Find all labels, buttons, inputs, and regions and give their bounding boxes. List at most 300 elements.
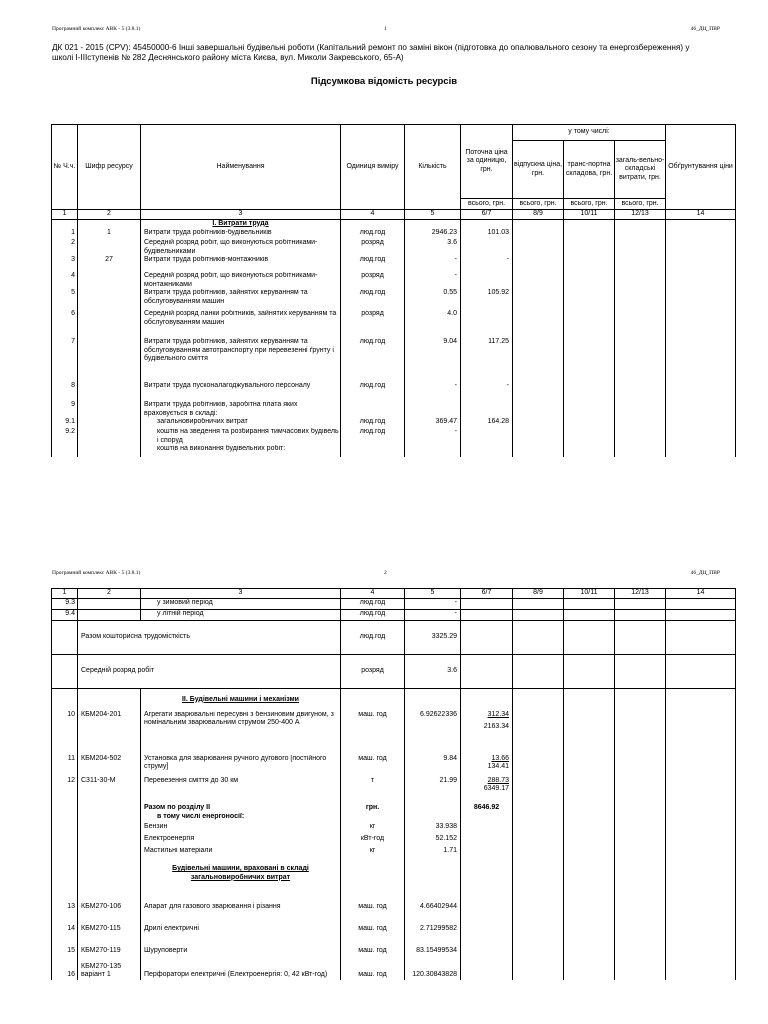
empty-cell — [461, 835, 513, 847]
row-number: 5 — [52, 289, 78, 310]
quantity: 9.84 — [405, 755, 461, 777]
col-number: 6/7 — [461, 589, 513, 599]
empty-cell — [461, 813, 513, 823]
resource-code: 1 — [78, 229, 141, 239]
resource-name: коштів на зведення та розбирання тимчасових будівель і споруд — [141, 428, 341, 445]
empty-cell — [52, 799, 78, 813]
empty-cell — [405, 813, 461, 823]
empty-cell — [615, 610, 666, 621]
col-number: 10/11 — [564, 589, 615, 599]
empty-cell — [513, 428, 564, 445]
empty-cell — [615, 338, 666, 382]
empty-cell — [513, 599, 564, 610]
machine-row — [52, 711, 736, 755]
col-number: 2 — [78, 589, 141, 599]
unit-price — [461, 310, 513, 338]
empty-cell — [564, 823, 615, 835]
resource-name: Витрати труда робітників, зайнятих керуванням та обслуговуванням автотранспорту при перевезенні ґрунту і будівельного сміття — [141, 338, 341, 382]
empty-cell — [666, 239, 736, 256]
quantity: 3325.29 — [405, 621, 461, 655]
project-description: ДК 021 - 2015 (CPV): 45450000-6 Інші завершальні будівельні роботи (Капітальний ремонт по заміні вікон (підготовка до опалювального сезону та енергозбереження) у школі І-ІІІступенів № 282 Деснянського району міста Києва, вул. Миколи Закревського, 65-А) — [52, 43, 690, 62]
unit: маш. год — [341, 912, 405, 934]
col-unit-header: Одиниця виміру — [341, 125, 405, 210]
empty-cell — [52, 621, 78, 655]
empty-cell — [615, 711, 666, 755]
empty-cell — [615, 272, 666, 289]
col-transport-header: транс-портна складова, грн. — [564, 141, 615, 199]
empty-cell — [513, 777, 564, 799]
program-label: Програмний комплекс АВК - 5 (3.8.1) — [52, 570, 141, 576]
row-number: 14 — [52, 912, 78, 934]
empty-cell — [615, 813, 666, 823]
empty-cell — [564, 418, 615, 428]
table-row — [52, 610, 736, 621]
total-cost: 134.41 — [487, 763, 509, 770]
empty-cell — [513, 934, 564, 956]
empty-cell — [513, 229, 564, 239]
empty-cell — [666, 655, 736, 689]
unit: кВт-год — [341, 835, 405, 847]
empty-cell — [666, 310, 736, 338]
col-number: 1 — [52, 210, 78, 220]
empty-cell — [513, 310, 564, 338]
empty-cell — [513, 689, 564, 711]
empty-cell — [461, 599, 513, 610]
empty-cell — [666, 889, 736, 912]
empty-cell — [666, 934, 736, 956]
table-row — [52, 310, 736, 338]
empty-cell — [52, 689, 78, 711]
table-row — [52, 272, 736, 289]
section-row — [52, 689, 736, 711]
empty-cell — [564, 799, 615, 813]
empty-cell — [615, 382, 666, 401]
empty-cell — [341, 859, 405, 889]
empty-cell — [341, 813, 405, 823]
col-number: 1 — [52, 589, 78, 599]
resource-name: Перфоратори електричні (Електроенергія: 0, 42 кВт-год) — [141, 956, 341, 980]
overhead-machine-row — [52, 912, 736, 934]
unit-price — [461, 239, 513, 256]
col-number: 4 — [341, 589, 405, 599]
empty-cell — [564, 755, 615, 777]
empty-cell — [666, 229, 736, 239]
empty-cell — [615, 445, 666, 457]
table-row — [52, 239, 736, 256]
empty-cell — [666, 219, 736, 229]
unit: розряд — [341, 239, 405, 256]
empty-cell — [666, 689, 736, 711]
empty-cell — [78, 813, 141, 823]
row-number: 9.3 — [52, 599, 78, 610]
resource-code — [78, 239, 141, 256]
empty-cell — [78, 610, 141, 621]
price-and-sum — [461, 777, 513, 799]
empty-cell — [52, 219, 78, 229]
empty-cell — [564, 272, 615, 289]
unit — [341, 401, 405, 418]
unit: люд.год — [341, 382, 405, 401]
empty-cell — [78, 799, 141, 813]
empty-cell — [52, 813, 78, 823]
quantity: - — [405, 272, 461, 289]
empty-cell — [564, 338, 615, 382]
resource-name: Витрати труда робітників, заробітна плата яких враховується в складі: — [141, 401, 341, 418]
table-row — [52, 229, 736, 239]
col-number: 10/11 — [564, 210, 615, 220]
col-incl-header: у тому числі: — [513, 125, 666, 141]
col-total-header: всього, грн. — [461, 199, 513, 210]
col-number: 12/13 — [615, 589, 666, 599]
empty-cell — [615, 599, 666, 610]
empty-cell — [666, 599, 736, 610]
empty-cell — [615, 777, 666, 799]
col-price-header: Поточна ціна за одиницю, грн. — [461, 125, 513, 199]
table-row — [52, 445, 736, 457]
empty-cell — [78, 689, 141, 711]
col-justify-header: Обґрунтування ціни — [666, 125, 736, 210]
empty-cell — [513, 338, 564, 382]
empty-cell — [513, 847, 564, 859]
empty-cell — [513, 835, 564, 847]
row-number: 2 — [52, 239, 78, 256]
empty-cell — [564, 239, 615, 256]
quantity — [405, 401, 461, 418]
empty-cell — [78, 219, 141, 229]
empty-cell — [615, 256, 666, 272]
resource-code: КБМ270-135 варіант 1 — [78, 956, 141, 980]
section-total-label: Разом по розділу ІІ — [141, 799, 341, 813]
col-qty-header: Кількість — [405, 125, 461, 210]
document-code: 46_ДЦ_ПВР — [690, 26, 720, 32]
document-title: Підсумкова відомість ресурсів — [310, 76, 458, 87]
unit: кг — [341, 823, 405, 835]
unit: грн. — [341, 799, 405, 813]
quantity: 21.99 — [405, 777, 461, 799]
row-number: 6 — [52, 310, 78, 338]
empty-cell — [564, 256, 615, 272]
empty-cell — [564, 621, 615, 655]
unit: люд.год — [341, 256, 405, 272]
row-number: 16 — [52, 956, 78, 980]
row-number: 4 — [52, 272, 78, 289]
col-number: 8/9 — [513, 589, 564, 599]
empty-cell — [513, 401, 564, 418]
row-number: 9.1 — [52, 418, 78, 428]
quantity: 33.938 — [405, 823, 461, 835]
subsection-row — [52, 859, 736, 889]
table-row — [52, 338, 736, 382]
resource-code: КБМ270-106 — [78, 889, 141, 912]
empty-cell — [513, 272, 564, 289]
empty-cell — [513, 859, 564, 889]
unit-price: 117.25 — [461, 338, 513, 382]
table-body — [52, 599, 736, 689]
machine-row — [52, 777, 736, 799]
energy-row — [52, 823, 736, 835]
energy-row — [52, 847, 736, 859]
section-title: І. Витрати труда — [141, 219, 341, 229]
col-number: 14 — [666, 210, 736, 220]
col-number: 6/7 — [461, 210, 513, 220]
unit: розряд — [341, 272, 405, 289]
unit: люд.год — [341, 599, 405, 610]
empty-cell — [666, 382, 736, 401]
empty-cell — [615, 956, 666, 980]
unit — [341, 445, 405, 457]
empty-cell — [615, 859, 666, 889]
empty-cell — [461, 912, 513, 934]
empty-cell — [666, 835, 736, 847]
empty-cell — [564, 835, 615, 847]
empty-cell — [461, 219, 513, 229]
empty-cell — [666, 956, 736, 980]
empty-cell — [666, 621, 736, 655]
resource-code — [78, 401, 141, 418]
unit-price: - — [461, 382, 513, 401]
total-labor-label: Разом кошторисна трудомісткість — [78, 621, 341, 655]
empty-cell — [52, 655, 78, 689]
empty-cell — [461, 934, 513, 956]
section-total-value: 8646.92 — [461, 799, 513, 813]
empty-cell — [341, 689, 405, 711]
empty-cell — [513, 823, 564, 835]
program-label: Програмний комплекс АВК - 5 (3.8.1) — [52, 26, 141, 32]
total-cost: 2163.34 — [483, 723, 509, 730]
quantity: 6.92622336 — [405, 711, 461, 755]
empty-cell — [615, 229, 666, 239]
overhead-machine-row — [52, 889, 736, 912]
subsection-title: Будівельні машини, враховані в складі загальновиробничих витрат — [141, 859, 341, 889]
energy-name: Бензин — [141, 823, 341, 835]
resource-name: коштів на виконання будівельних робіт: — [141, 445, 341, 457]
empty-cell — [615, 418, 666, 428]
empty-cell — [564, 912, 615, 934]
resource-name: Апарат для газового зварювання і різання — [141, 889, 341, 912]
row-number: 9.4 — [52, 610, 78, 621]
resource-name: Перевезення сміття до 30 км — [141, 777, 341, 799]
avg-rank-row — [52, 655, 736, 689]
resource-code — [78, 445, 141, 457]
unit-price — [461, 272, 513, 289]
section-title: ІІ. Будівельні машини і механізми — [141, 689, 341, 711]
empty-cell — [564, 401, 615, 418]
empty-cell — [564, 599, 615, 610]
empty-cell — [405, 219, 461, 229]
unit: маш. год — [341, 934, 405, 956]
unit: маш. год — [341, 711, 405, 755]
energy-name: Електроенергія — [141, 835, 341, 847]
empty-cell — [615, 219, 666, 229]
empty-cell — [564, 428, 615, 445]
col-name-header: Найменування — [141, 125, 341, 210]
empty-cell — [615, 799, 666, 813]
quantity: 83.15499534 — [405, 934, 461, 956]
energy-name: Мастильні матеріали — [141, 847, 341, 859]
empty-cell — [666, 711, 736, 755]
empty-cell — [513, 621, 564, 655]
section-row — [52, 219, 736, 229]
quantity: - — [405, 599, 461, 610]
empty-cell — [513, 813, 564, 823]
col-number: 3 — [141, 589, 341, 599]
empty-cell — [513, 912, 564, 934]
quantity: 3.6 — [405, 655, 461, 689]
empty-cell — [564, 310, 615, 338]
empty-cell — [52, 847, 78, 859]
resource-code — [78, 310, 141, 338]
empty-cell — [666, 256, 736, 272]
unit-price: 105.92 — [461, 289, 513, 310]
resource-code: 27 — [78, 256, 141, 272]
row-number: 13 — [52, 889, 78, 912]
unit: люд.год — [341, 229, 405, 239]
row-number: 9.2 — [52, 428, 78, 445]
empty-cell — [615, 823, 666, 835]
empty-cell — [513, 256, 564, 272]
resource-name: Витрати труда робітників-будівельників — [141, 229, 341, 239]
resource-name: Агрегати зварювальні пересувні з бензиновим двигуном, з номінальним зварювальним струмом 250-400 А — [141, 711, 341, 755]
empty-cell — [615, 934, 666, 956]
empty-cell — [461, 847, 513, 859]
resource-name: Установка для зварювання ручного дугового [постійного струму] — [141, 755, 341, 777]
document-code: 46_ДЦ_ПВР — [690, 570, 720, 576]
unit-price — [461, 401, 513, 418]
empty-cell — [513, 239, 564, 256]
empty-cell — [78, 859, 141, 889]
column-number-row — [52, 210, 736, 220]
resource-code — [78, 382, 141, 401]
price-and-sum — [461, 711, 513, 755]
resource-name: Витрати труда пусконалагоджувального персоналу — [141, 382, 341, 401]
empty-cell — [666, 847, 736, 859]
energy-title: в тому числі енергоносії: — [141, 813, 341, 823]
col-number: 8/9 — [513, 210, 564, 220]
empty-cell — [615, 621, 666, 655]
unit: люд.год — [341, 428, 405, 445]
total-labor-row — [52, 621, 736, 655]
col-release-header: відпускна ціна, грн. — [513, 141, 564, 199]
page-number: 2 — [384, 570, 387, 576]
empty-cell — [405, 859, 461, 889]
unit-price: 101.03 — [461, 229, 513, 239]
resource-name: Витрати труда робітників-монтажників — [141, 256, 341, 272]
empty-cell — [615, 310, 666, 338]
resource-code: КБМ270-115 — [78, 912, 141, 934]
empty-cell — [666, 445, 736, 457]
empty-cell — [564, 813, 615, 823]
col-storage-header: загаль-вельно-складські витрати, грн. — [615, 141, 666, 199]
empty-cell — [615, 428, 666, 445]
col-number: 5 — [405, 589, 461, 599]
empty-cell — [564, 777, 615, 799]
empty-cell — [52, 859, 78, 889]
col-num-header: № Ч.ч. — [52, 125, 78, 210]
col-number: 14 — [666, 589, 736, 599]
unit-price: 288.73 — [487, 776, 509, 784]
resource-code: КБМ204-502 — [78, 755, 141, 777]
row-number — [52, 445, 78, 457]
empty-cell — [513, 799, 564, 813]
table-row — [52, 382, 736, 401]
unit: маш. год — [341, 956, 405, 980]
quantity: 2.71299582 — [405, 912, 461, 934]
resource-code: КБМ204-201 — [78, 711, 141, 755]
quantity: 120.30843828 — [405, 956, 461, 980]
resource-code — [78, 428, 141, 445]
empty-cell — [513, 711, 564, 755]
unit-price: 312.34 — [487, 710, 509, 718]
quantity: - — [405, 382, 461, 401]
empty-cell — [461, 655, 513, 689]
unit: розряд — [341, 310, 405, 338]
table-row — [52, 401, 736, 418]
col-number: 4 — [341, 210, 405, 220]
empty-cell — [666, 428, 736, 445]
resource-code: КБМ270-119 — [78, 934, 141, 956]
empty-cell — [513, 382, 564, 401]
unit: маш. год — [341, 755, 405, 777]
quantity: 4.66402944 — [405, 889, 461, 912]
resource-code — [78, 338, 141, 382]
row-number: 3 — [52, 256, 78, 272]
empty-cell — [52, 823, 78, 835]
overhead-machine-row — [52, 956, 736, 980]
table-row — [52, 428, 736, 445]
quantity: 1.71 — [405, 847, 461, 859]
empty-cell — [615, 689, 666, 711]
empty-cell — [78, 847, 141, 859]
quantity: 4.0 — [405, 310, 461, 338]
avg-rank-label: Середній розряд робіт — [78, 655, 341, 689]
empty-cell — [513, 219, 564, 229]
empty-cell — [666, 859, 736, 889]
resource-name: у зимовий період — [141, 599, 341, 610]
empty-cell — [615, 835, 666, 847]
empty-cell — [615, 401, 666, 418]
quantity — [405, 445, 461, 457]
empty-cell — [564, 610, 615, 621]
empty-cell — [78, 599, 141, 610]
row-number: 10 — [52, 711, 78, 755]
page-number: 1 — [384, 26, 387, 32]
quantity: - — [405, 256, 461, 272]
empty-cell — [615, 912, 666, 934]
table-row — [52, 289, 736, 310]
empty-cell — [405, 689, 461, 711]
quantity: - — [405, 610, 461, 621]
table-row — [52, 418, 736, 428]
empty-cell — [564, 934, 615, 956]
col-number: 3 — [141, 210, 341, 220]
col-number: 12/13 — [615, 210, 666, 220]
resource-name: Середній розряд робіт, що виконуються робітниками-монтажниками — [141, 272, 341, 289]
machines-body — [52, 689, 736, 980]
empty-cell — [666, 777, 736, 799]
resource-name: Шуруповерти — [141, 934, 341, 956]
empty-cell — [461, 610, 513, 621]
empty-cell — [461, 889, 513, 912]
empty-cell — [564, 889, 615, 912]
empty-cell — [564, 229, 615, 239]
overhead-machine-row — [52, 934, 736, 956]
resource-name: у літній період — [141, 610, 341, 621]
section-total-row — [52, 799, 736, 813]
empty-cell — [564, 382, 615, 401]
energy-row — [52, 835, 736, 847]
unit: т — [341, 777, 405, 799]
empty-cell — [461, 689, 513, 711]
